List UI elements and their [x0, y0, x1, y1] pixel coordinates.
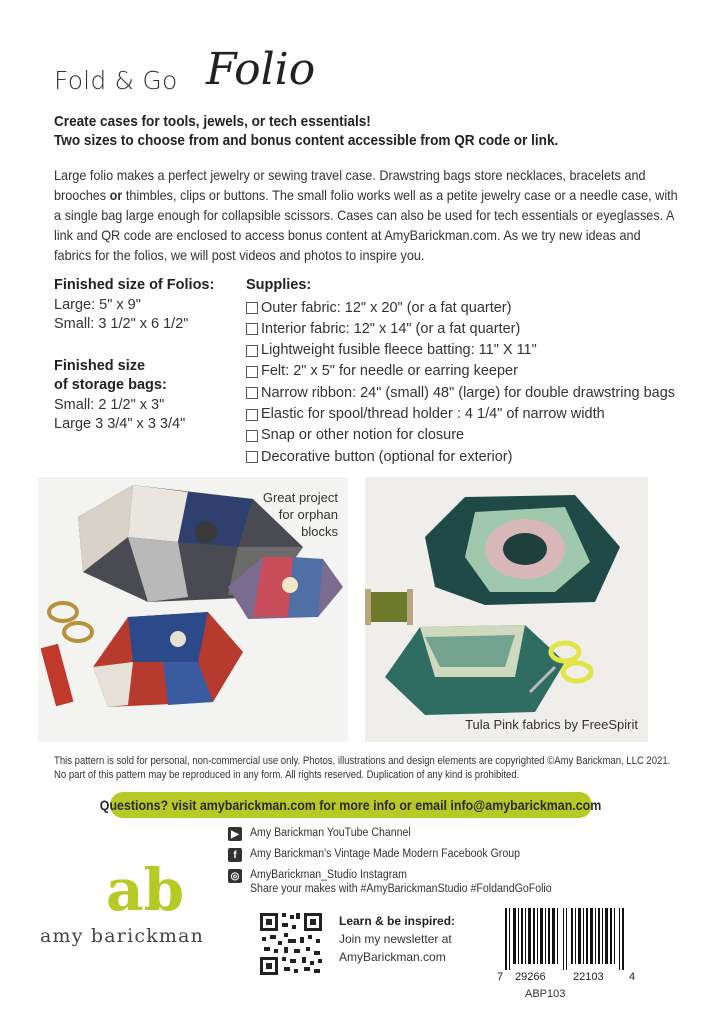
newsletter-link[interactable]: AmyBarickman.com: [339, 950, 446, 964]
instagram-icon: ◎: [228, 869, 242, 883]
supply-checkbox[interactable]: [246, 451, 258, 463]
supply-checkbox[interactable]: [246, 387, 258, 399]
social-youtube[interactable]: [228, 826, 628, 841]
questions-banner[interactable]: [100, 792, 602, 818]
folio-small-size: Small: 3 1/2" x 6 1/2": [54, 316, 189, 332]
supply-item: [246, 340, 686, 361]
headline-line-2: Two sizes to choose from and bonus content accessible from QR code or link.: [54, 133, 559, 149]
supply-item: [246, 404, 686, 425]
folio-large-size: Large: 5" x 9": [54, 296, 141, 313]
supply-checkbox[interactable]: [246, 323, 258, 335]
supply-item: [246, 425, 686, 446]
supply-label: Snap or other notion for closure: [261, 427, 465, 444]
barcode-group-1: 29266: [515, 971, 546, 983]
supply-checkbox[interactable]: [246, 409, 258, 421]
supplies-heading: Supplies:: [246, 277, 312, 293]
supply-label: Felt: 2" x 5" for needle or earring keeper: [261, 363, 518, 380]
facebook-label: Amy Barickman's Vintage Made Modern Facebook Group: [250, 848, 520, 860]
newsletter-block: [339, 912, 479, 966]
product-code: ABP103: [525, 988, 566, 1000]
supply-checkbox[interactable]: [246, 430, 258, 442]
supply-checkbox[interactable]: [246, 302, 258, 314]
title-script: Folio: [206, 44, 316, 95]
supplies-list: [246, 276, 686, 468]
photo-patchwork-folios: [38, 477, 348, 742]
supply-label: Interior fabric: 12" x 14" (or a fat quarter): [261, 320, 521, 337]
questions-text: Questions? visit amybarickman.com for more info or email info@amybarickman.com: [100, 797, 602, 813]
supply-item: [246, 447, 686, 468]
facebook-icon: f: [228, 848, 242, 862]
bag-small-size: Small: 2 1/2" x 3": [54, 396, 165, 413]
instagram-handle: AmyBarickman_Studio Instagram: [250, 869, 408, 881]
supply-item: [246, 319, 686, 340]
supply-item: [246, 298, 686, 319]
tula-pink-illustration: [365, 477, 648, 742]
supply-label: Elastic for spool/thread holder : 4 1/4" of narrow width: [261, 405, 605, 422]
supply-item: [246, 361, 686, 382]
photo-note: Great project for orphan blocks: [262, 490, 338, 539]
qr-code[interactable]: [258, 911, 324, 977]
instagram-label: [250, 868, 552, 896]
newsletter-heading: Learn & be inspired:: [339, 914, 456, 928]
intro-bold-or: or: [109, 187, 123, 203]
supply-item: [246, 383, 686, 404]
supply-label: Narrow ribbon: 24" (small) 48" (large) for double drawstring bags: [261, 384, 676, 401]
intro-part-1: Large folio makes a perfect jewelry or sewing travel case. Drawstring bags store necklaces, bracelets and brooches: [54, 167, 646, 203]
amy-barickman-logo: [100, 848, 190, 924]
headline: [54, 113, 621, 151]
barcode-group-2: 22103: [573, 971, 604, 983]
supply-checkbox[interactable]: [246, 366, 258, 378]
supply-checkbox[interactable]: [246, 345, 258, 357]
social-links: [228, 826, 628, 902]
finished-bags-heading-2: of storage bags:: [54, 377, 167, 393]
brand-name: amy barickman: [40, 925, 205, 947]
photo-caption: Tula Pink fabrics by FreeSpirit: [465, 717, 638, 732]
finished-sizes: [54, 276, 234, 435]
bag-large-size: Large 3 3/4" x 3 3/4": [54, 416, 186, 432]
supply-label: Lightweight fusible fleece batting: 11" X 11": [261, 342, 537, 359]
social-instagram[interactable]: [228, 868, 628, 896]
intro-paragraph: [54, 165, 678, 265]
title-main: Fold & Go: [54, 66, 178, 95]
legal-line-1: This pattern is sold for personal, non-commercial use only. Photos, illustrations and design elements are copyrighted ©Amy Barickman, LLC 2021.: [54, 755, 671, 767]
supply-label: Outer fabric: 12" x 20" (or a fat quarter): [261, 299, 512, 316]
headline-line-1: Create cases for tools, jewels, or tech essentials!: [54, 114, 371, 130]
supply-label: Decorative button (optional for exterior): [261, 448, 513, 465]
finished-bags-heading-1: Finished size: [54, 357, 146, 374]
social-facebook[interactable]: [228, 847, 628, 862]
youtube-label: Amy Barickman YouTube Channel: [250, 827, 411, 839]
newsletter-line-1: Join my newsletter at: [339, 932, 452, 946]
youtube-icon: ▶: [228, 827, 242, 841]
intro-part-2: thimbles, clips or buttons. The small folio works well as a petite jewelry case or a needle case, with a single bag large enough for collapsible scissors. Cases can also be used for tech essentials or eyeglasses. A link and QR code are enclosed to access bonus content at AmyBarickman.com. As we try new ideas and fabrics for the folios, we will post videos and photos to inspire you.: [54, 187, 678, 263]
barcode-digit-left: 7: [497, 971, 504, 983]
barcode: [497, 906, 637, 986]
logo-letters: ab: [106, 856, 185, 924]
instagram-hashtags: Share your makes with #AmyBarickmanStudio #FoldandGoFolio: [250, 883, 552, 895]
photo-tula-pink-folios: [365, 477, 648, 742]
barcode-digit-right: 4: [629, 971, 636, 983]
finished-folios-heading: Finished size of Folios:: [54, 277, 215, 293]
legal-notice: [54, 754, 675, 782]
legal-line-2: No part of this pattern may be reproduced in any form. All rights reserved. Duplication of any kind is prohibited.: [54, 769, 520, 781]
